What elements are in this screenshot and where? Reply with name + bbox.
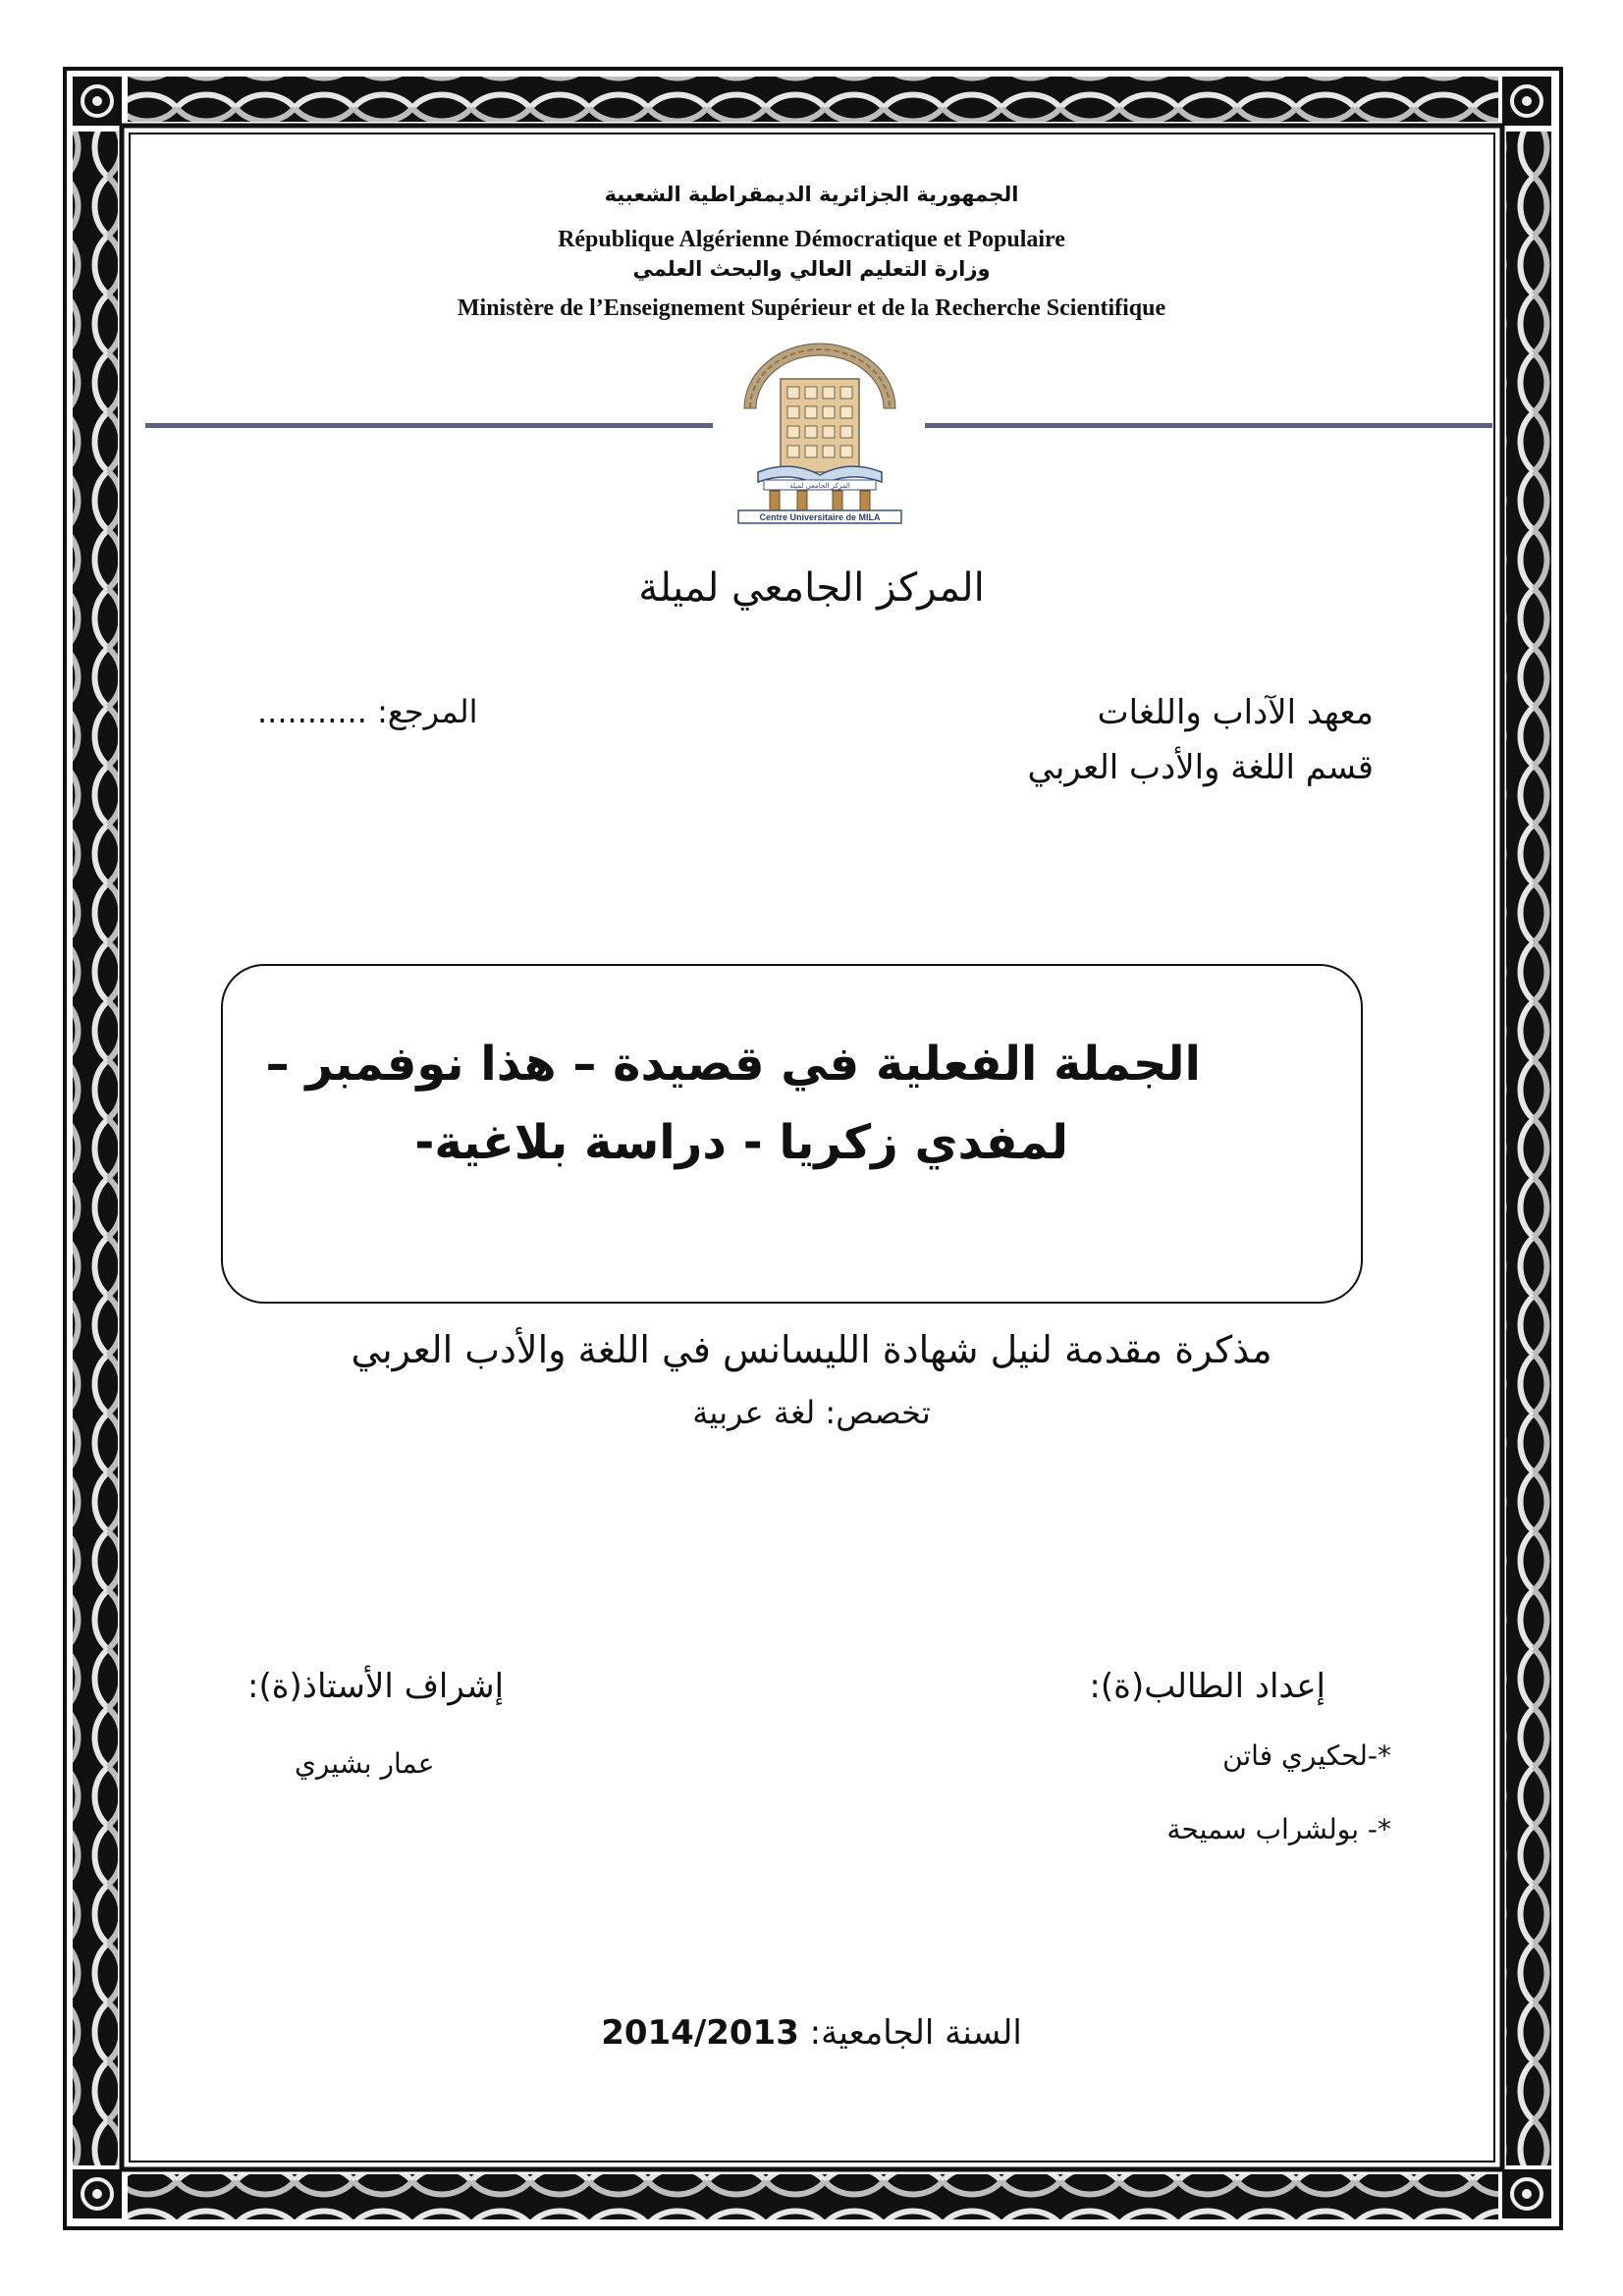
memo-description: مذكرة مقدمة لنيل شهادة الليسانس في اللغة والأدب العربي	[351, 1328, 1272, 1371]
academic-year-value: 2014/2013	[601, 2013, 799, 2053]
header-rule-right	[925, 423, 1492, 428]
corner-ornament-tl	[73, 77, 122, 126]
thesis-title-line-1: الجملة الفعلية في قصيدة – هذا نوفمبر –	[265, 1037, 1201, 1092]
specialty: تخصص: لغة عربية	[692, 1394, 931, 1431]
reference-field: المرجع: ...........	[257, 693, 478, 730]
institute-name: معهد الآداب واللغات	[1097, 693, 1374, 732]
corner-ornament-br	[1502, 2169, 1551, 2218]
logo-banner-text: المركز الجامعي لميلة	[789, 482, 850, 490]
student-name-1: *-لحكيري فاتن	[1222, 1739, 1391, 1772]
ministry-arabic: وزارة التعليم العالي والبحث العلمي	[632, 257, 991, 281]
department-name: قسم اللغة والأدب العربي	[1027, 748, 1374, 787]
university-name: المركز الجامعي لميلة	[638, 565, 985, 611]
ministry-french: Ministère de l’Enseignement Supérieur et de la Recherche Scientifique	[457, 295, 1166, 321]
academic-year	[0, 2013, 1623, 2053]
supervisor-label: إشراف الأستاذ(ة):	[247, 1667, 505, 1706]
corner-ornament-tr	[1502, 77, 1551, 126]
header-rule-left	[145, 423, 713, 428]
republic-french: République Algérienne Démocratique et Populaire	[558, 227, 1065, 252]
academic-year-label: السنة الجامعية:	[798, 2013, 1022, 2053]
corner-ornament-bl	[73, 2169, 122, 2218]
thesis-title-line-2: لمفدي زكريا - دراسة بلاغية-	[414, 1115, 1068, 1170]
prepared-by-label: إعداد الطالب(ة):	[1089, 1667, 1325, 1706]
supervisor-name: عمار بشيري	[295, 1747, 435, 1780]
logo-caption: Centre Universitaire de MILA	[759, 512, 881, 522]
student-name-2: *- بولشراب سميحة	[1166, 1813, 1391, 1845]
university-logo	[736, 340, 903, 524]
republic-arabic: الجمهورية الجزائرية الديمقراطية الشعبية	[604, 183, 1019, 206]
